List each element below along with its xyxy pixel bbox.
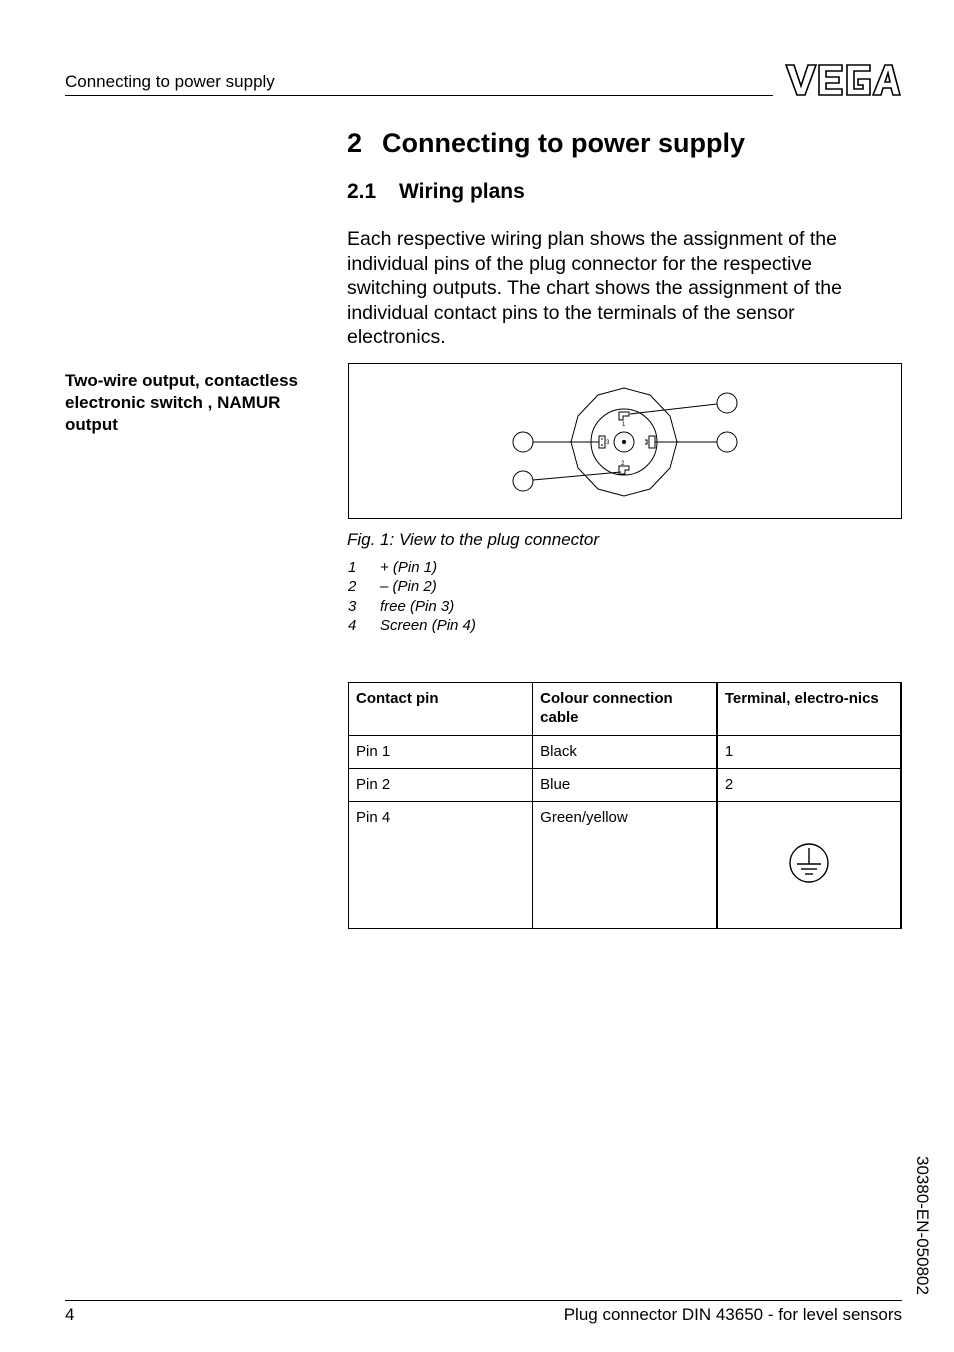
plug-connector-diagram: [349, 364, 901, 518]
chapter-title: Connecting to power supply: [382, 128, 745, 158]
cell-colour: Black: [533, 736, 717, 769]
figure-legend: [348, 558, 476, 635]
legend-text: free (Pin 3): [380, 597, 455, 615]
cell-terminal: [717, 802, 901, 929]
page-number: 4: [65, 1305, 75, 1324]
legend-item: [348, 616, 476, 635]
table-row: [349, 736, 902, 769]
header-rule: [65, 95, 773, 96]
callout-circle-right: [717, 432, 737, 452]
legend-number: 1: [348, 559, 357, 576]
protective-earth-icon: [788, 842, 830, 884]
footer-rule: [65, 1300, 902, 1301]
legend-item: [348, 577, 476, 596]
legend-text: – (Pin 2): [380, 578, 437, 596]
legend-number: 4: [348, 616, 357, 634]
cell-contact-pin: Pin 2: [349, 769, 533, 802]
section-heading: [347, 180, 525, 204]
plug-connector-figure: [348, 363, 902, 519]
vega-logo-icon: [784, 62, 902, 98]
chapter-number: 2: [347, 128, 363, 158]
legend-item: [348, 558, 476, 577]
wiring-type-label: Two-wire output, contactless electronic switch , NAMUR output: [65, 371, 298, 434]
figure-caption: Fig. 1: View to the plug connector: [347, 530, 600, 549]
cell-contact-pin: Pin 1: [349, 736, 533, 769]
svg-text:3: 3: [606, 440, 610, 446]
legend-text: Screen (Pin 4): [380, 616, 476, 634]
table-row: [349, 802, 902, 929]
intro-paragraph: Each respective wiring plan shows the assignment of the individual pins of the plug connector for the respective switching outputs. The chart shows the assignment of the individual contact pins to the terminals of the sensor electronics.: [347, 228, 842, 348]
chapter-heading: [347, 128, 745, 159]
header-colour-cable: Colour connection cable: [533, 683, 717, 736]
section-number: 2.1: [347, 180, 377, 203]
cell-colour: Blue: [533, 769, 717, 802]
svg-text:1: 1: [622, 422, 626, 428]
header-contact-pin: Contact pin: [349, 683, 533, 736]
legend-number: 2: [348, 578, 357, 596]
header-terminal: Terminal, electro-nics: [717, 683, 901, 736]
cell-terminal: 1: [717, 736, 901, 769]
cell-colour: Green/yellow: [533, 802, 717, 929]
pin-assignment-table: [348, 682, 902, 929]
footer-document-title: Plug connector DIN 43650 - for level sensors: [563, 1305, 902, 1324]
legend-number: 3: [348, 597, 357, 615]
cell-terminal: 2: [717, 769, 901, 802]
document-code: 30380-EN-050802: [913, 1156, 932, 1295]
callout-circle-bottom-left: [513, 471, 533, 491]
legend-item: [348, 597, 476, 616]
svg-text:2: 2: [621, 461, 625, 467]
cell-contact-pin: Pin 4: [349, 802, 533, 929]
callout-circle-top-right: [717, 393, 737, 413]
section-title: Wiring plans: [399, 180, 525, 203]
running-header: Connecting to power supply: [65, 72, 275, 91]
legend-text: + (Pin 1): [380, 559, 438, 576]
center-dot: [623, 441, 626, 444]
callout-circle-left: [513, 432, 533, 452]
table-header-row: [349, 683, 902, 736]
table-row: [349, 769, 902, 802]
